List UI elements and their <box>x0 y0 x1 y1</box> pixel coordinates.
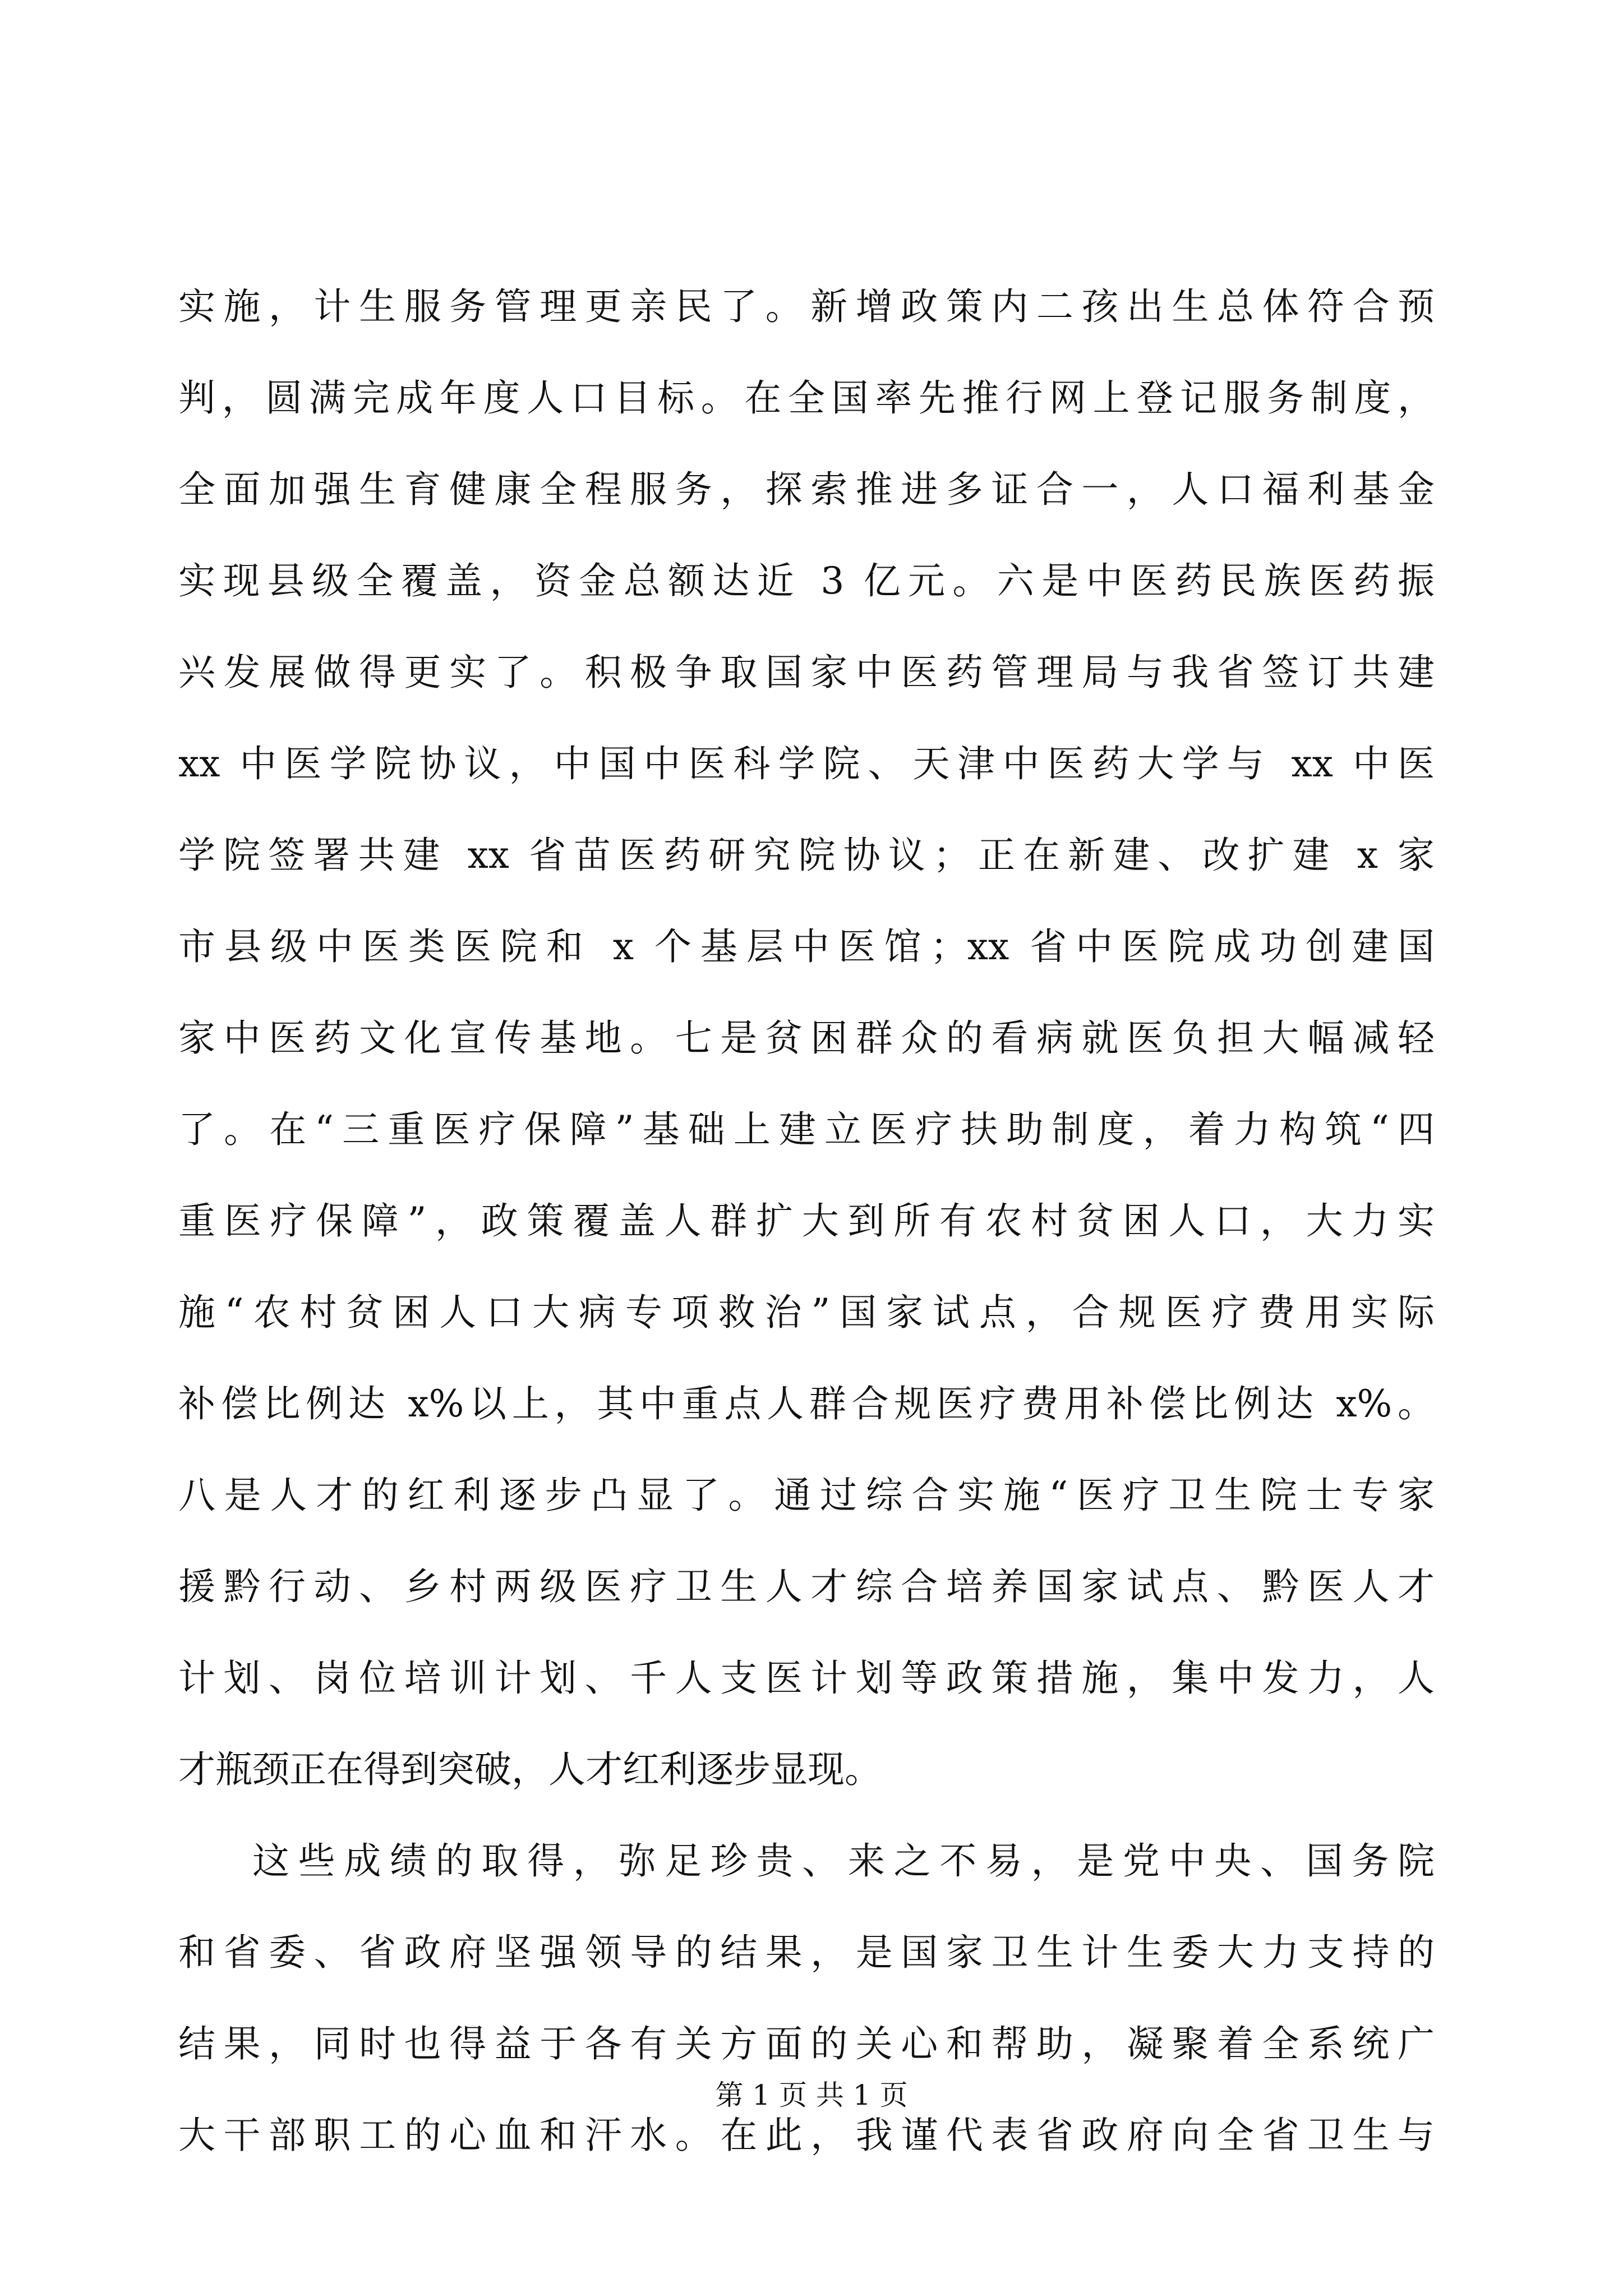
text-line: 援黔行动、乡村两级医疗卫生人才综合培养国家试点、黔医人才 <box>178 1565 1435 1608</box>
document-body <box>178 261 1435 2181</box>
text-line: 全面加强生育健康全程服务，探索推进多证合一，人口福利基金 <box>178 468 1435 511</box>
text-line: 施“农村贫困人口大病专项救治”国家试点，合规医疗费用实际 <box>178 1291 1435 1334</box>
text-line: 学院签署共建 xx 省苗医药研究院协议；正在新建、改扩建 x 家 <box>178 834 1435 877</box>
page-number: 第 1 页 共 1 页 <box>715 2079 908 2111</box>
text-line: 大干部职工的心血和汗水。在此，我谨代表省政府向全省卫生与 <box>178 2114 1435 2157</box>
text-line: 兴发展做得更实了。积极争取国家中医药管理局与我省签订共建 <box>178 651 1435 694</box>
paragraph-1 <box>178 261 1435 1815</box>
paragraph-2 <box>178 1815 1435 2181</box>
text-line: 重医疗保障”，政策覆盖人群扩大到所有农村贫困人口，大力实 <box>178 1199 1435 1243</box>
text-line: 结果，同时也得益于各有关方面的关心和帮助，凝聚着全系统广 <box>178 2022 1435 2065</box>
text-line: 才瓶颈正在得到突破，人才红利逐步显现。 <box>178 1748 882 1791</box>
text-line: 这些成绩的取得，弥足珍贵、来之不易，是党中央、国务院 <box>252 1839 1435 1883</box>
text-line: 和省委、省政府坚强领导的结果，是国家卫生计生委大力支持的 <box>178 1931 1435 1974</box>
text-line: 了。在“三重医疗保障”基础上建立医疗扶助制度，着力构筑“四 <box>178 1108 1435 1151</box>
text-line: 家中医药文化宣传基地。七是贫困群众的看病就医负担大幅减轻 <box>178 1016 1435 1060</box>
text-line: 判，圆满完成年度人口目标。在全国率先推行网上登记服务制度， <box>178 376 1435 420</box>
text-line: 实施，计生服务管理更亲民了。新增政策内二孩出生总体符合预 <box>178 285 1435 328</box>
text-line: 计划、岗位培训计划、千人支医计划等政策措施，集中发力，人 <box>178 1657 1435 1700</box>
text-line: xx 中医学院协议，中国中医科学院、天津中医药大学与 xx 中医 <box>178 742 1435 785</box>
text-line: 市县级中医类医院和 x 个基层中医馆；xx 省中医院成功创建国 <box>178 925 1435 968</box>
text-line: 补偿比例达 x%以上，其中重点人群合规医疗费用补偿比例达 x%。 <box>178 1382 1435 1425</box>
page-footer <box>0 2076 1623 2115</box>
text-line: 实现县级全覆盖，资金总额达近 3 亿元。六是中医药民族医药振 <box>178 559 1435 602</box>
text-line: 八是人才的红利逐步凸显了。通过综合实施“医疗卫生院士专家 <box>178 1474 1435 1517</box>
